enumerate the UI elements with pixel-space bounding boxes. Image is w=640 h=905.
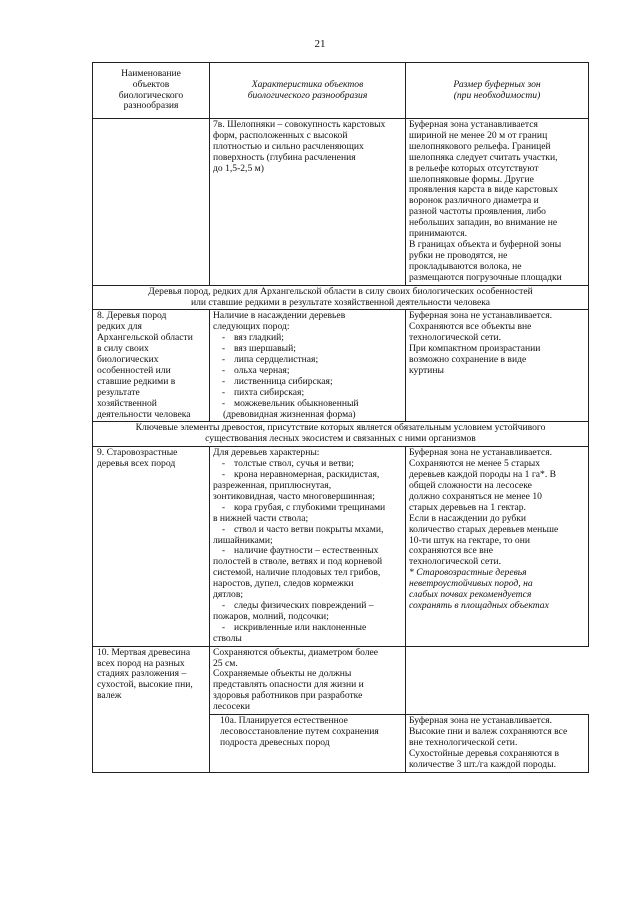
list-item: - можжевельник обыкновенный [221,397,359,409]
section-rare-trees-title: Деревья пород, редких для Архангельской области в силу своих биологических особенностей или ставшие редкими в результате хозяйственной деятельности человека [93,285,589,310]
row-9-object: 9. Старовозрастные деревья всех пород [93,447,210,646]
list-item: - толстые ствол, сучья и ветви; [221,458,354,470]
footnote: * Старовозрастные деревья [409,567,527,579]
list-item: - искривленные или наклоненные [221,621,367,633]
section-key-elements [93,422,589,447]
list-item: - ствол и часто ветви покрыты мхами, [221,523,384,535]
page-number: 21 [314,38,326,50]
row-9-characteristics: Для деревьев характерны: - толстые ствол, сучья и ветви; - крона неравномерная, раскидистая, разреженная, приплюснутая, зонтиковидная, часто многовершинная; - кора грубая, с глубокими трещинами в нижней части ствола; - ствол и часто ветви покрыты мхами, лишайниками; - наличие фаутности – естественных полостей в стволе, ветвях и под корневой системой, наличие плодовых тел грибов, наростов, дупел, следов кормежки дятлов; - следы физических повреждений – пожаров, молний, подсочки; - искривленные или наклоненные стволы [210,447,406,646]
list-item: - ольха черная; [221,364,290,376]
row-7v-characteristics: 7в. Шелопняки – совокупность карстовых форм, расположенных с высокой плотностью и сильно расчленяющих поверхность (глубина расчленения до 1,5-2,5 м) [210,119,406,286]
header-col-buffer-zones: Размер буферных зон (при необходимости) [406,63,589,119]
list-item: - наличие фаутности – естественных [221,545,379,557]
list-item: - лиственница сибирская; [221,375,333,387]
row-8-buffer: Буферная зона не устанавливается. Сохраняются все объекты вне технологической сети. При компактном произрастании возможно сохранение в виде куртины [406,310,589,422]
list-item: - пихта сибирская; [221,386,305,398]
list-item: - вяз гладкий; [221,332,284,344]
row-10-characteristics: Сохраняются объекты, диаметром более 25 см. Сохраняемые объекты не должны представлять опасности для жизни и здоровья работников при разработке лесосеки [210,646,406,714]
list-item: - липа сердцелистная; [221,354,319,366]
row-8-object: 8. Деревья пород редких для Архангельской области в силу своих биологических особенностей или ставшие редкими в результате хозяйственной деятельности человека [93,310,210,422]
row-7v-buffer: Буферная зона устанавливается шириной не менее 20 м от границ шелопнякового рельефа. Границей шелопняка следует считать участки, в рельефе которых отсутствуют шелопняковые формы. Другие проявления карста в виде карстовых воронок различного диаметра и разной частоты проявления, либо небольших западин, во внимание не принимаются. В границах объекта и буферной зоны рубки не проводятся, не прокладываются волока, не размещаются погрузочные площадки [406,119,589,286]
row-10-empty [406,646,589,714]
list-item: - крона неравномерная, раскидистая, [221,469,380,481]
row-10a-buffer: Буферная зона не устанавливается. Высокие пни и валеж сохраняются все вне технологической сети. Сухостойные деревья сохраняются в количестве 3 шт./га каждой породы. [406,715,589,773]
section-rare-trees [93,285,589,310]
list-item: - следы физических повреждений – [221,599,374,611]
row-9-buffer: Буферная зона не устанавливается. Сохраняются не менее 5 старых деревьев каждой породы на 1 га*. В общей сложности на лесосеке должно сохраняться не менее 10 старых деревьев на 1 гектар. Если в насаждении до рубки количество старых деревьев меньше 10-ти штук на гектаре, то они сохраняются все вне технологической сети. * Старовозрастные деревья неветроустойчивых пород, на слабых почвах рекомендуется сохранять в площадных объектах [406,447,589,646]
table-row-8 [93,310,589,422]
row-10a-characteristics: 10а. Планируется естественное лесовосстановление путем сохранения подроста древесных пород [210,715,406,773]
section-key-elements-title: Ключевые элементы древостоя, присутствие которых является обязательным условием устойчивого существования лесных экосистем и связанных с ними организмов [93,422,589,447]
table-row-7v [93,119,589,286]
table-header-row [93,63,589,119]
table-row-9 [93,447,589,646]
list-item: - кора грубая, с глубокими трещинами [221,501,386,513]
table-row-10 [93,646,589,714]
biodiversity-table [92,62,589,773]
header-col-characteristics: Характеристика объектов биологического разнообразия [210,63,406,119]
list-item: - вяз шершавый; [221,343,296,355]
row-7v-col1 [93,119,210,286]
row-8-characteristics: Наличие в насаждении деревьев следующих пород: - вяз гладкий; - вяз шершавый; - липа сердцелистная; - ольха черная; - лиственница сибирская; - пихта сибирская; - можжевельник обыкновенный (древовидная жизненная форма) [210,310,406,422]
row-10-object: 10. Мертвая древесина всех пород на разных стадиях разложения – сухостой, высокие пни, валеж [93,646,210,772]
header-col-objects: Наименование объектов биологического разнообразия [93,63,210,119]
